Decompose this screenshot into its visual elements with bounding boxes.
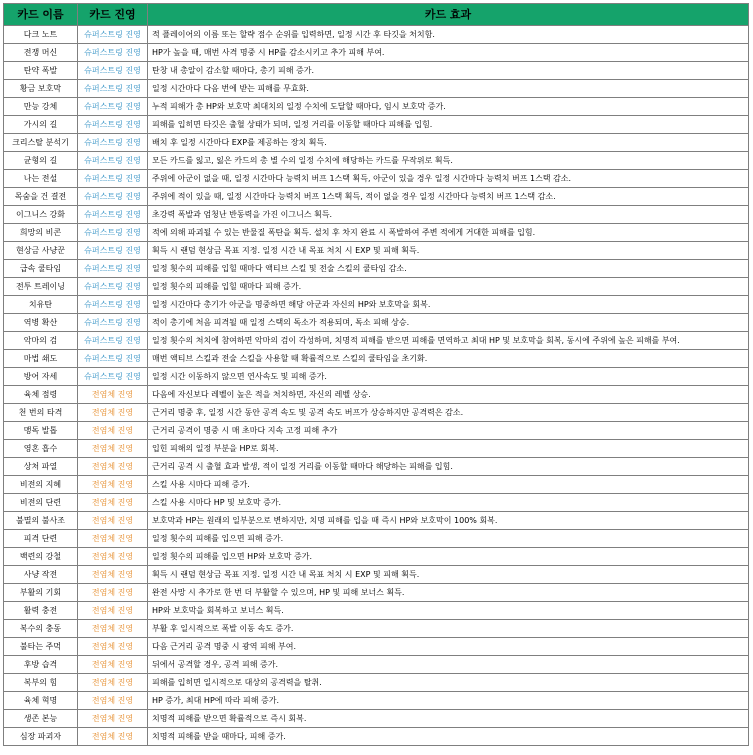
- card-effect-cell: 획득 시 랜덤 현상금 목표 지정. 일정 시간 내 목표 처치 시 EXP 및 피해 획득.: [148, 566, 749, 584]
- card-name-cell: 비전의 지혜: [4, 476, 78, 494]
- card-faction-cell: 전염체 진영: [78, 404, 148, 422]
- table-row: [4, 674, 749, 692]
- card-faction-cell: 전염체 진영: [78, 422, 148, 440]
- table-row: [4, 116, 749, 134]
- card-effect-cell: 탄창 내 총알이 감소할 때마다, 총기 피해 증가.: [148, 62, 749, 80]
- header-card-name: 카드 이름: [4, 4, 78, 26]
- table-row: [4, 152, 749, 170]
- card-effect-cell: 근거리 공격 시 출혈 효과 발생, 적이 일정 거리를 이동할 때마다 해당하는 피해를 입힘.: [148, 458, 749, 476]
- table-row: [4, 26, 749, 44]
- card-faction-cell: 전염체 진영: [78, 440, 148, 458]
- card-effect-cell: 치명적 피해를 받을 때마다, 피해 증가.: [148, 728, 749, 746]
- header-row: [4, 4, 749, 26]
- card-name-cell: 방어 자세: [4, 368, 78, 386]
- card-faction-cell: 슈퍼스트링 진영: [78, 170, 148, 188]
- table-row: [4, 404, 749, 422]
- card-name-cell: 부활의 기회: [4, 584, 78, 602]
- card-name-cell: 목숨을 건 결전: [4, 188, 78, 206]
- card-effect-cell: 뒤에서 공격할 경우, 공격 피해 증가.: [148, 656, 749, 674]
- card-faction-cell: 전염체 진영: [78, 530, 148, 548]
- card-faction-cell: 슈퍼스트링 진영: [78, 260, 148, 278]
- card-faction-cell: 슈퍼스트링 진영: [78, 188, 148, 206]
- table-row: [4, 80, 749, 98]
- card-effect-cell: 일정 시간 이동하지 않으면 연사속도 및 피해 증가.: [148, 368, 749, 386]
- card-effect-cell: 매번 액티브 스킬과 전술 스킬을 사용할 때 확률적으로 스킬의 쿨타임을 초기화.: [148, 350, 749, 368]
- card-name-cell: 희망의 비콘: [4, 224, 78, 242]
- card-faction-cell: 슈퍼스트링 진영: [78, 350, 148, 368]
- card-name-cell: 황금 보호막: [4, 80, 78, 98]
- table-row: [4, 350, 749, 368]
- card-effect-cell: 일정 횟수의 피해를 입으면 HP와 보호막 증가.: [148, 548, 749, 566]
- card-faction-cell: 전염체 진영: [78, 458, 148, 476]
- card-effect-cell: 피해를 입히면 타깃은 출혈 상태가 되며, 일정 거리를 이동할 때마다 피해를 입힘.: [148, 116, 749, 134]
- card-effect-cell: 다음에 자신보다 레벨이 높은 적을 처치하면, 자신의 레벨 상승.: [148, 386, 749, 404]
- card-effect-cell: 획득 시 랜덤 현상금 목표 지정. 일정 시간 내 목표 처치 시 EXP 및 피해 획득.: [148, 242, 749, 260]
- table-row: [4, 62, 749, 80]
- card-name-cell: 불멸의 불사조: [4, 512, 78, 530]
- card-effect-cell: 일정 횟수의 처치에 참여하면 악마의 검이 각성하며, 치명적 피해를 받으면 피해를 면역하고 최대 HP 및 보호막을 회복, 동시에 주위에 높은 피해를 부여.: [148, 332, 749, 350]
- table-row: [4, 728, 749, 746]
- header-card-faction: 카드 진영: [78, 4, 148, 26]
- card-name-cell: 만능 강체: [4, 98, 78, 116]
- card-name-cell: 후방 습격: [4, 656, 78, 674]
- card-faction-cell: 전염체 진영: [78, 692, 148, 710]
- card-faction-cell: 슈퍼스트링 진영: [78, 152, 148, 170]
- card-faction-cell: 전염체 진영: [78, 656, 148, 674]
- table-row: [4, 368, 749, 386]
- card-faction-cell: 전염체 진영: [78, 476, 148, 494]
- table-row: [4, 188, 749, 206]
- card-effect-cell: 근거리 명중 후, 일정 시간 동안 공격 속도 및 공격 속도 버프가 상승하지만 공격력은 감소.: [148, 404, 749, 422]
- card-name-cell: 마법 쇄도: [4, 350, 78, 368]
- card-table: [3, 3, 749, 746]
- card-faction-cell: 슈퍼스트링 진영: [78, 296, 148, 314]
- table-row: [4, 386, 749, 404]
- card-effect-cell: 일정 횟수의 피해를 입힐 때마다 액티브 스킬 및 전술 스킬의 쿨타임 감소.: [148, 260, 749, 278]
- card-effect-cell: 주위에 적이 있을 때, 일정 시간마다 능력치 버프 1스택 획득, 적이 없을 경우 일정 시간마다 능력치 버프 1스택 감소.: [148, 188, 749, 206]
- card-name-cell: 전쟁 머신: [4, 44, 78, 62]
- card-faction-cell: 슈퍼스트링 진영: [78, 242, 148, 260]
- table-row: [4, 44, 749, 62]
- table-row: [4, 656, 749, 674]
- card-name-cell: 가시의 길: [4, 116, 78, 134]
- card-faction-cell: 슈퍼스트링 진영: [78, 332, 148, 350]
- table-row: [4, 566, 749, 584]
- card-effect-cell: 일정 시간마다 다음 번에 받는 피해를 무효화.: [148, 80, 749, 98]
- card-name-cell: 치유탄: [4, 296, 78, 314]
- card-name-cell: 탄약 폭발: [4, 62, 78, 80]
- table-row: [4, 584, 749, 602]
- card-faction-cell: 슈퍼스트링 진영: [78, 62, 148, 80]
- card-name-cell: 역병 확산: [4, 314, 78, 332]
- card-faction-cell: 전염체 진영: [78, 638, 148, 656]
- table-row: [4, 134, 749, 152]
- table-row: [4, 260, 749, 278]
- card-name-cell: 영혼 흡수: [4, 440, 78, 458]
- card-name-cell: 현상금 사냥꾼: [4, 242, 78, 260]
- card-effect-cell: 적이 총기에 처음 피격될 때 일정 스택의 독소가 적용되며, 독소 피해 상승.: [148, 314, 749, 332]
- card-faction-cell: 전염체 진영: [78, 710, 148, 728]
- card-effect-cell: 스킬 사용 시마다 HP 및 보호막 증가.: [148, 494, 749, 512]
- card-effect-cell: HP가 높을 때, 매번 사격 명중 시 HP를 감소시키고 추가 피해 부여.: [148, 44, 749, 62]
- card-effect-cell: 완전 사망 시 추가로 한 번 더 부활할 수 있으며, HP 및 피해 보너스 획득.: [148, 584, 749, 602]
- card-effect-cell: HP와 보호막을 회복하고 보너스 획득.: [148, 602, 749, 620]
- table-row: [4, 170, 749, 188]
- card-name-cell: 상처 파열: [4, 458, 78, 476]
- table-row: [4, 224, 749, 242]
- card-name-cell: 불타는 주먹: [4, 638, 78, 656]
- card-faction-cell: 슈퍼스트링 진영: [78, 134, 148, 152]
- card-effect-cell: 배치 후 일정 시간마다 EXP를 제공하는 장치 획득.: [148, 134, 749, 152]
- card-faction-cell: 슈퍼스트링 진영: [78, 80, 148, 98]
- card-faction-cell: 슈퍼스트링 진영: [78, 26, 148, 44]
- card-faction-cell: 슈퍼스트링 진영: [78, 278, 148, 296]
- card-faction-cell: 슈퍼스트링 진영: [78, 368, 148, 386]
- card-effect-cell: 스킬 사용 시마다 피해 증가.: [148, 476, 749, 494]
- card-faction-cell: 전염체 진영: [78, 602, 148, 620]
- table-row: [4, 278, 749, 296]
- table-row: [4, 512, 749, 530]
- table-row: [4, 314, 749, 332]
- card-name-cell: 심장 파괴자: [4, 728, 78, 746]
- table-row: [4, 422, 749, 440]
- card-effect-cell: 일정 시간마다 총기가 아군을 명중하면 해당 아군과 자신의 HP와 보호막을 회복.: [148, 296, 749, 314]
- table-row: [4, 332, 749, 350]
- table-row: [4, 692, 749, 710]
- card-effect-cell: 주위에 아군이 없을 때, 일정 시간마다 능력치 버프 1스택 획득, 아군이 있을 경우 일정 시간마다 능력치 버프 1스택 감소.: [148, 170, 749, 188]
- table-row: [4, 620, 749, 638]
- card-name-cell: 복부의 힘: [4, 674, 78, 692]
- card-effect-cell: 입힌 피해의 일정 부분을 HP로 회복.: [148, 440, 749, 458]
- card-effect-cell: 보호막과 HP는 원래의 일부분으로 변하지만, 치명 피해를 입을 때 즉시 HP와 보호막이 100% 회복.: [148, 512, 749, 530]
- card-name-cell: 급속 쿨타임: [4, 260, 78, 278]
- card-name-cell: 피격 단련: [4, 530, 78, 548]
- table-header: [4, 4, 749, 26]
- card-name-cell: 비전의 단련: [4, 494, 78, 512]
- card-effect-cell: 근거리 공격이 명중 시 매 초마다 지속 고정 피해 추가: [148, 422, 749, 440]
- card-table-container: [3, 3, 749, 746]
- table-row: [4, 602, 749, 620]
- card-effect-cell: 부활 후 일시적으로 폭발 이동 속도 증가.: [148, 620, 749, 638]
- card-faction-cell: 슈퍼스트링 진영: [78, 98, 148, 116]
- table-row: [4, 242, 749, 260]
- card-name-cell: 백련의 강철: [4, 548, 78, 566]
- table-row: [4, 710, 749, 728]
- card-name-cell: 활력 충전: [4, 602, 78, 620]
- table-row: [4, 548, 749, 566]
- card-faction-cell: 전염체 진영: [78, 548, 148, 566]
- card-name-cell: 균형의 길: [4, 152, 78, 170]
- card-faction-cell: 전염체 진영: [78, 494, 148, 512]
- card-name-cell: 전투 트레이닝: [4, 278, 78, 296]
- card-effect-cell: 일정 횟수의 피해를 입으면 피해 증가.: [148, 530, 749, 548]
- card-effect-cell: HP 증가, 최대 HP에 따라 피해 증가.: [148, 692, 749, 710]
- card-name-cell: 악마의 검: [4, 332, 78, 350]
- table-row: [4, 296, 749, 314]
- card-name-cell: 생존 본능: [4, 710, 78, 728]
- table-row: [4, 476, 749, 494]
- card-faction-cell: 전염체 진영: [78, 728, 148, 746]
- card-faction-cell: 전염체 진영: [78, 674, 148, 692]
- card-effect-cell: 피해를 입히면 일시적으로 대상의 공격력을 탈취.: [148, 674, 749, 692]
- table-row: [4, 98, 749, 116]
- card-name-cell: 사냥 작전: [4, 566, 78, 584]
- card-name-cell: 육체 혁명: [4, 692, 78, 710]
- card-effect-cell: 모든 카드를 잃고, 잃은 카드의 총 별 수의 일정 수치에 해당하는 카드를 무작위로 획득.: [148, 152, 749, 170]
- card-faction-cell: 전염체 진영: [78, 512, 148, 530]
- table-row: [4, 458, 749, 476]
- card-effect-cell: 일정 횟수의 피해를 입힐 때마다 피해 증가.: [148, 278, 749, 296]
- card-faction-cell: 전염체 진영: [78, 620, 148, 638]
- card-name-cell: 복수의 충동: [4, 620, 78, 638]
- card-effect-cell: 적에 의해 파괴될 수 있는 반물질 폭탄을 획득. 설치 후 차지 완료 시 폭발하여 주변 적에게 거대한 피해를 입힘.: [148, 224, 749, 242]
- card-faction-cell: 전염체 진영: [78, 566, 148, 584]
- table-row: [4, 206, 749, 224]
- card-effect-cell: 누적 피해가 총 HP와 보호막 최대치의 일정 수치에 도달할 때마다, 임시 보호막 증가.: [148, 98, 749, 116]
- card-name-cell: 다크 노트: [4, 26, 78, 44]
- card-effect-cell: 다음 근거리 공격 명중 시 광역 피해 부여.: [148, 638, 749, 656]
- card-name-cell: 크리스탈 분석기: [4, 134, 78, 152]
- card-faction-cell: 슈퍼스트링 진영: [78, 224, 148, 242]
- table-row: [4, 638, 749, 656]
- card-faction-cell: 전염체 진영: [78, 584, 148, 602]
- card-faction-cell: 슈퍼스트링 진영: [78, 314, 148, 332]
- card-name-cell: 이그니스 강화: [4, 206, 78, 224]
- header-card-effect: 카드 효과: [148, 4, 749, 26]
- table-row: [4, 530, 749, 548]
- card-faction-cell: 슈퍼스트링 진영: [78, 116, 148, 134]
- card-faction-cell: 슈퍼스트링 진영: [78, 206, 148, 224]
- card-effect-cell: 치명적 피해를 받으면 확률적으로 즉시 회복.: [148, 710, 749, 728]
- table-row: [4, 440, 749, 458]
- card-name-cell: 천 번의 타격: [4, 404, 78, 422]
- table-row: [4, 494, 749, 512]
- card-effect-cell: 적 플레이어의 이름 또는 할략 점수 순위를 입력하면, 일정 시간 후 타깃을 처치함.: [148, 26, 749, 44]
- table-body: [4, 26, 749, 746]
- card-faction-cell: 슈퍼스트링 진영: [78, 44, 148, 62]
- card-faction-cell: 전염체 진영: [78, 386, 148, 404]
- card-name-cell: 맹독 발톱: [4, 422, 78, 440]
- card-name-cell: 육체 점령: [4, 386, 78, 404]
- card-effect-cell: 초강력 폭발과 엄청난 반동력을 가진 이그니스 획득.: [148, 206, 749, 224]
- card-name-cell: 나는 전설: [4, 170, 78, 188]
